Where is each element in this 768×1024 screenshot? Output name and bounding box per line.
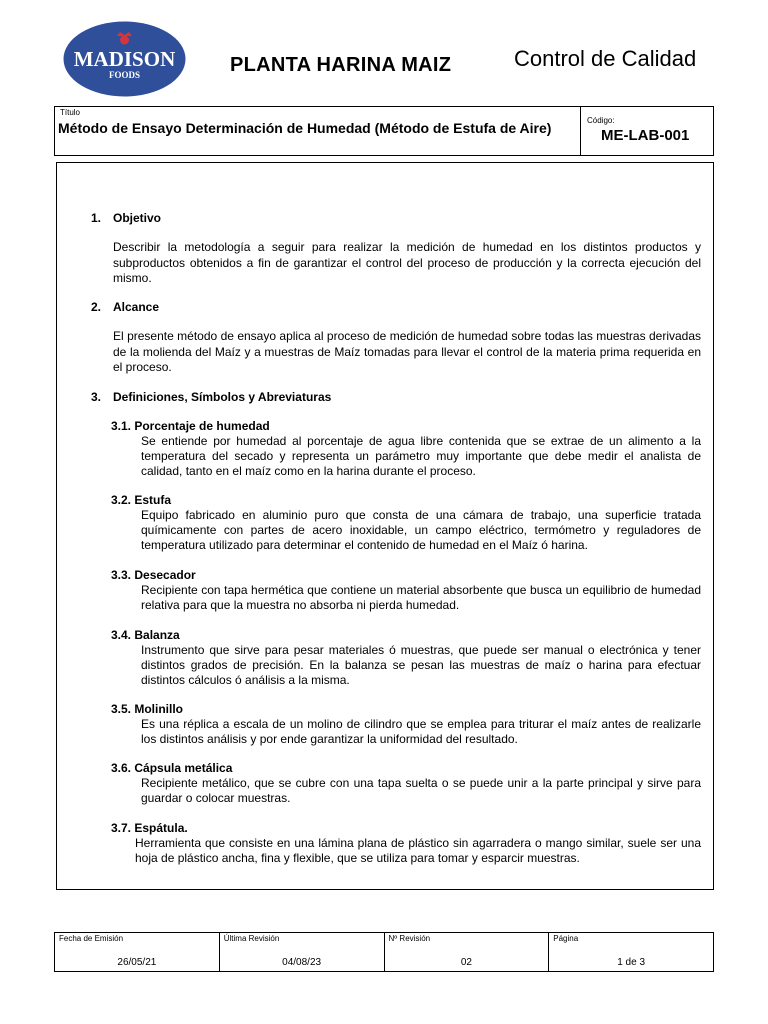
footer-label: Última Revisión xyxy=(223,934,280,943)
logo-brand: MADISON xyxy=(73,47,176,71)
definition-heading: 3.1. Porcentaje de humedad xyxy=(111,419,270,433)
definition-text: Es una réplica a escala de un molino de cilindro que se emplea para triturar el maíz antes de realizarle los distintos análisis y por ende garantizar la uniformidad del resultado. xyxy=(141,717,701,746)
definition-text: Recipiente con tapa hermética que contiene un material absorbente que busca un equilibrio de humedad relativa para que la muestra no absorba ni pierda humedad. xyxy=(141,583,701,612)
document-title-box xyxy=(54,106,714,156)
definition-heading: 3.5. Molinillo xyxy=(111,702,184,716)
definition-text: Se entiende por humedad al porcentaje de agua libre contenida que se extrae de un alimento a la temperatura del secado y representa un parámetro muy importante que debe medir el analista de calidad, tanto en el maíz como en la harina durante el proceso. xyxy=(141,434,701,478)
definition-text: Equipo fabricado en aluminio puro que consta de una cámara de trabajo, una superficie tratada químicamente con partes de acero inoxidable, un campo eléctrico, termómetro y reguladores de temperatura utilizado para determinar el contenido de humedad en el Maíz ó harina. xyxy=(141,508,701,552)
title-label: Título xyxy=(60,108,81,117)
definition-heading: 3.7. Espátula. xyxy=(111,821,188,835)
section-heading-objetivo xyxy=(91,211,161,225)
section-title: Objetivo xyxy=(113,211,162,225)
footer-value: 26/05/21 xyxy=(117,957,157,968)
footer-label: Nº Revisión xyxy=(388,934,431,943)
plant-title: PLANTA HARINA MAIZ xyxy=(230,54,452,76)
definition-text: Instrumento que sirve para pesar materiales ó muestras, que puede ser manual o electrónica y tener distintos grados de precisión. En la balanza se pesan las muestras de maíz o harina para efectuar distintos cálculos ó análisis a la misma. xyxy=(141,643,701,687)
section-heading-alcance xyxy=(91,300,159,314)
definition-text: Recipiente metálico, que se cubre con una tapa suelta o se puede unir a la parte principal y sirve para guardar o colocar muestras. xyxy=(141,776,701,805)
section-title: Alcance xyxy=(113,300,160,314)
revision-footer-table xyxy=(54,932,714,972)
code-label: Código: xyxy=(587,116,615,125)
definition-heading: 3.6. Cápsula metálica xyxy=(111,761,233,775)
content-box xyxy=(56,162,714,890)
footer-cell-pagina xyxy=(549,933,713,971)
section-number: 3. xyxy=(91,390,102,404)
section-text-alcance: El presente método de ensayo aplica al proceso de medición de humedad sobre todas las muestras derivadas de la molienda del Maíz y a muestras de Maíz tomadas para llevar el control de la materia prima requerida en el proceso. xyxy=(113,329,701,374)
footer-value: 1 de 3 xyxy=(617,957,646,968)
section-number: 1. xyxy=(91,211,102,225)
definition-heading: 3.4. Balanza xyxy=(111,628,180,642)
footer-cell-ultima-revision xyxy=(220,933,385,971)
footer-cell-numero-revision xyxy=(385,933,550,971)
section-text-objetivo: Describir la metodología a seguir para realizar la medición de humedad en los distintos productos y subproductos obtenidos a fin de garantizar el control del proceso de producción y la correcta ejecución del mismo. xyxy=(113,240,701,285)
footer-value: 04/08/23 xyxy=(282,957,322,968)
definition-heading: 3.2. Estufa xyxy=(111,493,172,507)
footer-value: 02 xyxy=(460,957,472,968)
title-cell xyxy=(55,107,581,155)
quality-title: Control de Calidad xyxy=(514,46,697,71)
document-code: ME-LAB-001 xyxy=(601,127,690,144)
footer-cell-emision xyxy=(55,933,220,971)
section-title: Definiciones, Símbolos y Abreviaturas xyxy=(113,390,332,404)
logo-sub: FOODS xyxy=(108,70,141,80)
footer-label: Fecha de Emisión xyxy=(59,934,124,943)
section-number: 2. xyxy=(91,300,102,314)
footer-label: Página xyxy=(553,934,579,943)
definition-heading: 3.3. Desecador xyxy=(111,568,196,582)
section-heading-definiciones xyxy=(91,390,331,404)
definition-text: Herramienta que consiste en una lámina plana de plástico sin agarradera o mango similar, suele ser una hoja de plástico ancha, fina y flexible, que se utiliza para tomar y esparcir muestras. xyxy=(135,836,701,865)
document-title: Método de Ensayo Determinación de Humedad (Método de Estufa de Aire) xyxy=(58,120,552,136)
madison-foods-logo xyxy=(62,20,187,98)
